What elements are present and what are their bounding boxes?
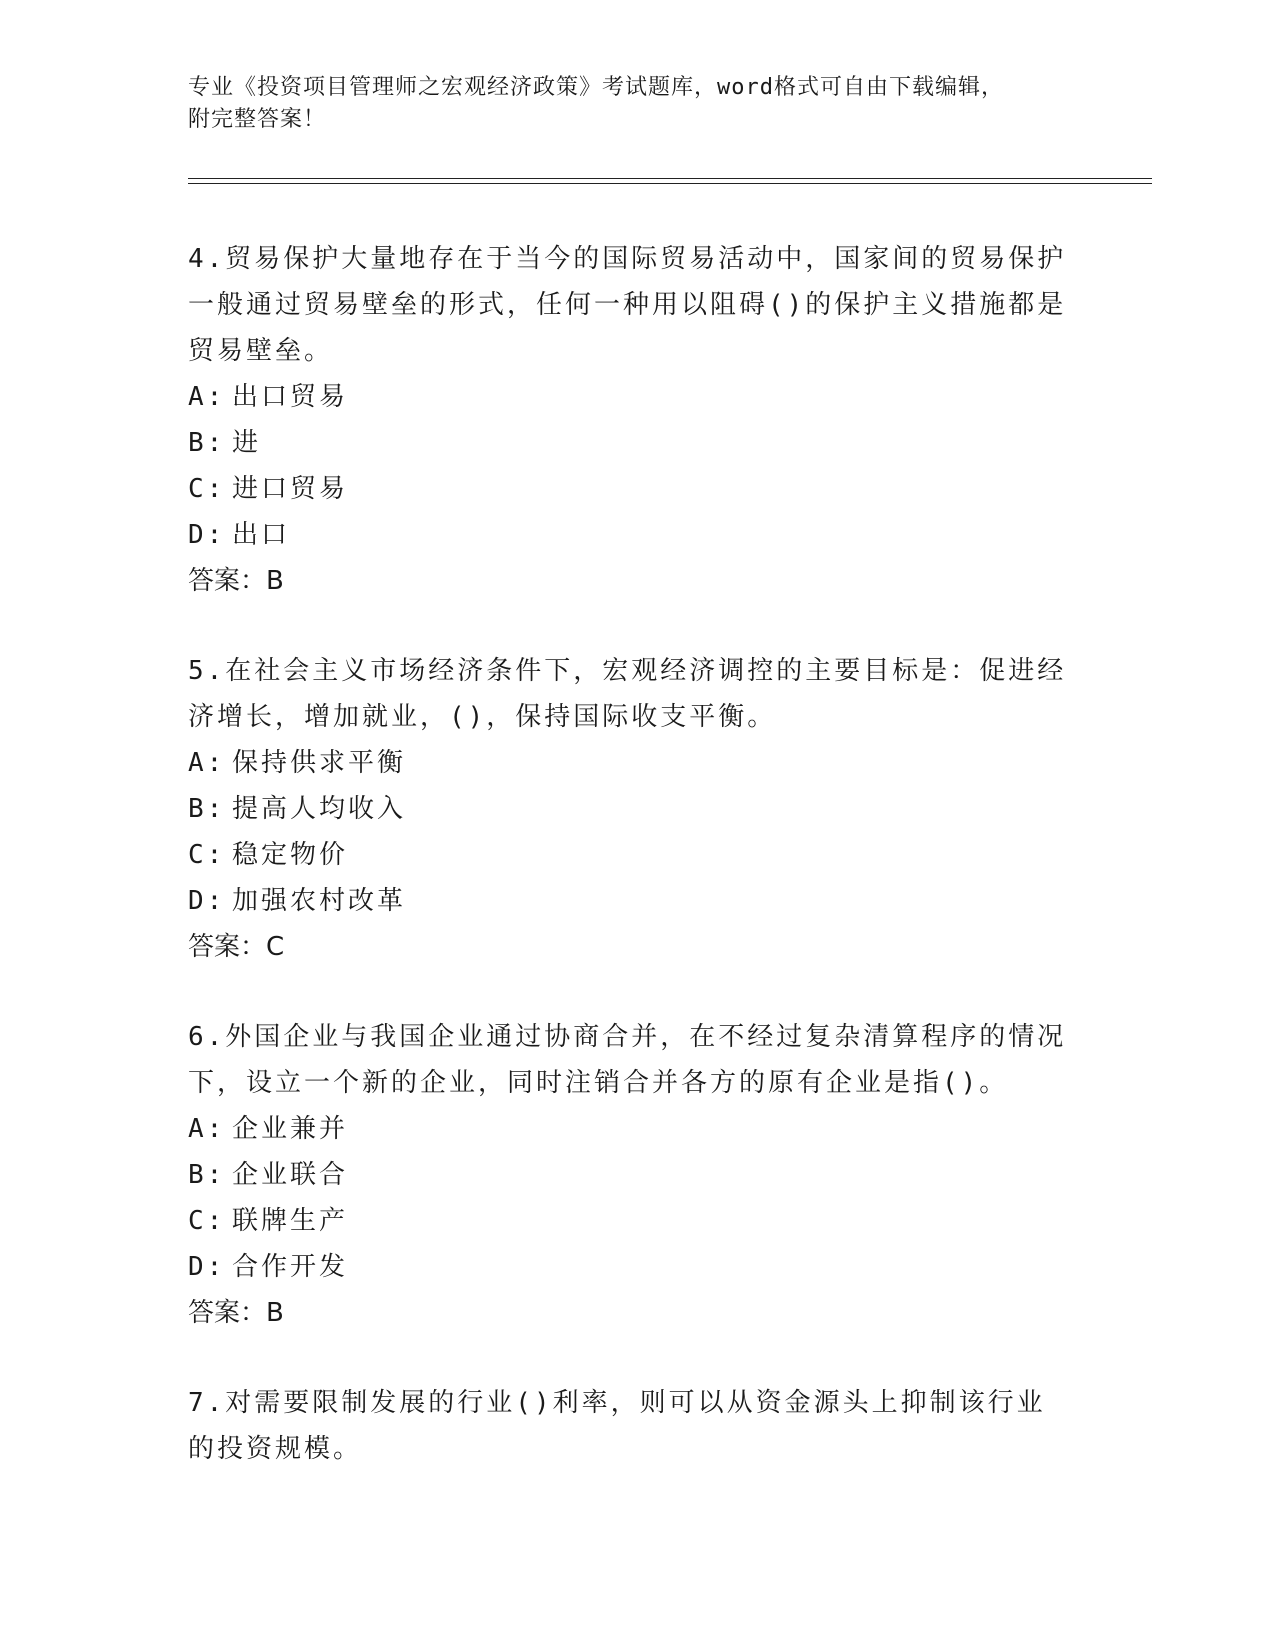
option-letter: C: (188, 1206, 226, 1236)
option-letter: A: (188, 1114, 226, 1144)
option-letter: B: (188, 1160, 226, 1190)
option-letter: D: (188, 1252, 226, 1282)
option-text: 加强农村改革 (232, 886, 407, 916)
option-letter: B: (188, 794, 226, 824)
option-letter: C: (188, 474, 226, 504)
header-line-2: 附完整答案！ (188, 107, 327, 132)
option-letter: A: (188, 748, 226, 778)
option-letter: D: (188, 886, 226, 916)
question-stem: 6.外国企业与我国企业通过协商合并，在不经过复杂清算程序的情况下，设立一个新的企业，同时注销合并各方的原有企业是指()。 (188, 1022, 1067, 1098)
question-5 (188, 648, 1068, 970)
question-4 (188, 236, 1068, 604)
option-d (188, 1244, 1068, 1290)
option-d (188, 512, 1068, 558)
header-line-1: 专业《投资项目管理师之宏观经济政策》考试题库，word格式可自由下载编辑， (188, 75, 1004, 100)
option-letter: B: (188, 428, 226, 458)
option-letter: D: (188, 520, 226, 550)
question-stem: 7.对需要限制发展的行业()利率，则可以从资金源头上抑制该行业的投资规模。 (188, 1388, 1046, 1464)
option-text: 企业联合 (232, 1160, 349, 1190)
option-text: 合作开发 (232, 1252, 349, 1282)
question-stem: 5.在社会主义市场经济条件下，宏观经济调控的主要目标是：促进经济增长，增加就业，()，保持国际收支平衡。 (188, 656, 1067, 732)
answer: 答案：C (188, 932, 285, 962)
option-a (188, 374, 1068, 420)
question-stem: 4.贸易保护大量地存在于当今的国际贸易活动中，国家间的贸易保护一般通过贸易壁垒的形式，任何一种用以阻碍()的保护主义措施都是贸易壁垒。 (188, 244, 1067, 366)
option-text: 提高人均收入 (232, 794, 407, 824)
option-text: 出口贸易 (232, 382, 349, 412)
option-a (188, 740, 1068, 786)
header-divider-bottom (188, 183, 1152, 184)
option-c (188, 466, 1068, 512)
option-b (188, 420, 1068, 466)
option-b (188, 786, 1068, 832)
option-c (188, 1198, 1068, 1244)
option-text: 进 (232, 428, 262, 458)
question-list (188, 236, 1068, 1516)
option-d (188, 878, 1068, 924)
option-a (188, 1106, 1068, 1152)
option-b (188, 1152, 1068, 1198)
option-c (188, 832, 1068, 878)
answer: 答案：B (188, 566, 284, 596)
option-letter: A: (188, 382, 226, 412)
answer: 答案：B (188, 1298, 284, 1328)
option-text: 企业兼并 (232, 1114, 349, 1144)
option-text: 出口 (232, 520, 291, 550)
question-7 (188, 1380, 1068, 1472)
option-text: 联牌生产 (232, 1206, 349, 1236)
option-letter: C: (188, 840, 226, 870)
document-header (188, 72, 1068, 136)
question-6 (188, 1014, 1068, 1336)
option-text: 稳定物价 (232, 840, 349, 870)
option-text: 进口贸易 (232, 474, 349, 504)
option-text: 保持供求平衡 (232, 748, 407, 778)
header-divider-top (188, 178, 1152, 179)
